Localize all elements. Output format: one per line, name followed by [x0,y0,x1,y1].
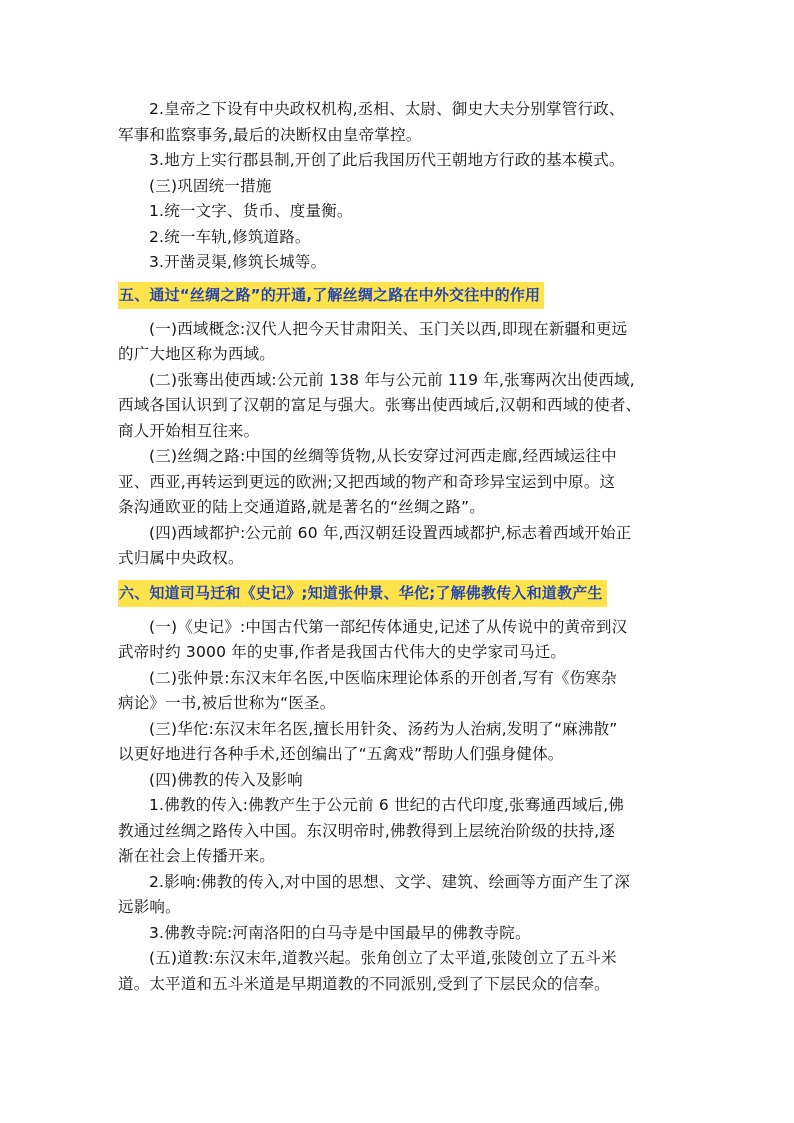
paragraph-line: 商人开始相互往来。 [118,421,260,440]
paragraph-line: 3.地方上实行郡县制,开创了此后我国历代王朝地方行政的基本模式。 [149,151,625,169]
paragraph-line: 道。太平道和五斗米道是早期道教的不同派别,受到了下层民众的信奉。 [118,974,610,993]
paragraph-line: 的广大地区称为西域。 [118,345,276,363]
section-5-heading: 五、通过“丝绸之路”的开通,了解丝绸之路在中外交往中的作用 [118,282,544,309]
paragraph-line: 渐在社会上传播开来。 [118,847,276,865]
subheading-line: (四)佛教的传入及影响 [149,770,303,789]
paragraph-line: 式归属中央政权。 [118,549,244,567]
paragraph-line: 2.皇帝之下设有中央政权机构,丞相、太尉、御史大夫分别掌管行政、 [149,100,625,118]
paragraph-line: 军事和监察事务,最后的决断权由皇帝掌控。 [118,125,422,144]
paragraph-line: (一)《史记》:中国古代第一部纪传体通史,记述了从传说中的黄帝到汉 [149,617,628,636]
subheading-line: (三)巩固统一措施 [149,176,272,195]
paragraph-line: 远影响。 [118,898,181,916]
section-5-body [118,317,678,572]
section-6-heading: 六、知道司马迁和《史记》;知道张仲景、华佗;了解佛教传入和道教产生 [118,580,607,607]
paragraph-line: (一)西域概念:汉代人把今天甘肃阳关、玉门关以西,即现在新疆和更远 [149,319,628,338]
section-6-heading-row [118,580,678,607]
paragraph-line: 2.统一车轨,修筑道路。 [149,227,311,246]
section-6-body [118,615,678,998]
paragraph-line: 亚、西亚,再转运到更远的欧洲;又把西域的物产和奇珍异宝运到中原。这 [118,472,616,491]
paragraph-line: 2.影响:佛教的传入,对中国的思想、文学、建筑、绘画等方面产生了深 [149,872,631,891]
intro-block [118,97,678,276]
paragraph-line: (二)张仲景:东汉末年名医,中医临床理论体系的开创者,写有《伤寒杂 [149,668,617,687]
paragraph-line: 1.统一文字、货币、度量衡。 [149,202,353,220]
paragraph-line: (三)丝绸之路:中国的丝绸等货物,从长安穿过河西走廊,经西域运往中 [149,447,617,465]
paragraph-line: 病论》一书,被后世称为“医圣。 [118,694,336,712]
paragraph-line: 1.佛教的传入:佛教产生于公元前 6 世纪的古代印度,张骞通西域后,佛 [149,796,625,814]
paragraph-line: (三)华佗:东汉末年名医,擅长用针灸、汤药为人治病,发明了“麻沸散” [149,719,618,738]
paragraph-line: 武帝时约 3000 年的史事,作者是我国古代伟大的史学家司马迁。 [118,643,567,661]
paragraph-line: 西域各国认识到了汉朝的富足与强大。张骞出使西域后,汉朝和西域的使者、 [118,396,642,414]
section-5-heading-row [118,282,678,309]
document-body [118,97,678,997]
paragraph-line: (四)西域都护:公元前 60 年,西汉朝廷设置西域都护,标志着西域开始正 [149,523,632,542]
paragraph-line: 条沟通欧亚的陆上交通道路,就是著名的“丝绸之路”。 [118,498,485,516]
paragraph-line: 以更好地进行各种手术,还创编出了“五禽戏”帮助人们强身健体。 [118,745,564,763]
paragraph-line: (二)张骞出使西域:公元前 138 年与公元前 119 年,张骞两次出使西域, [149,370,635,389]
paragraph-line: 教通过丝绸之路传入中国。东汉明帝时,佛教得到上层统治阶级的扶持,逐 [118,821,615,840]
paragraph-line: 3.佛教寺院:河南洛阳的白马寺是中国最早的佛教寺院。 [149,923,531,942]
paragraph-line: (五)道教:东汉末年,道教兴起。张角创立了太平道,张陵创立了五斗米 [149,949,617,967]
paragraph-line: 3.开凿灵渠,修筑长城等。 [149,253,327,271]
